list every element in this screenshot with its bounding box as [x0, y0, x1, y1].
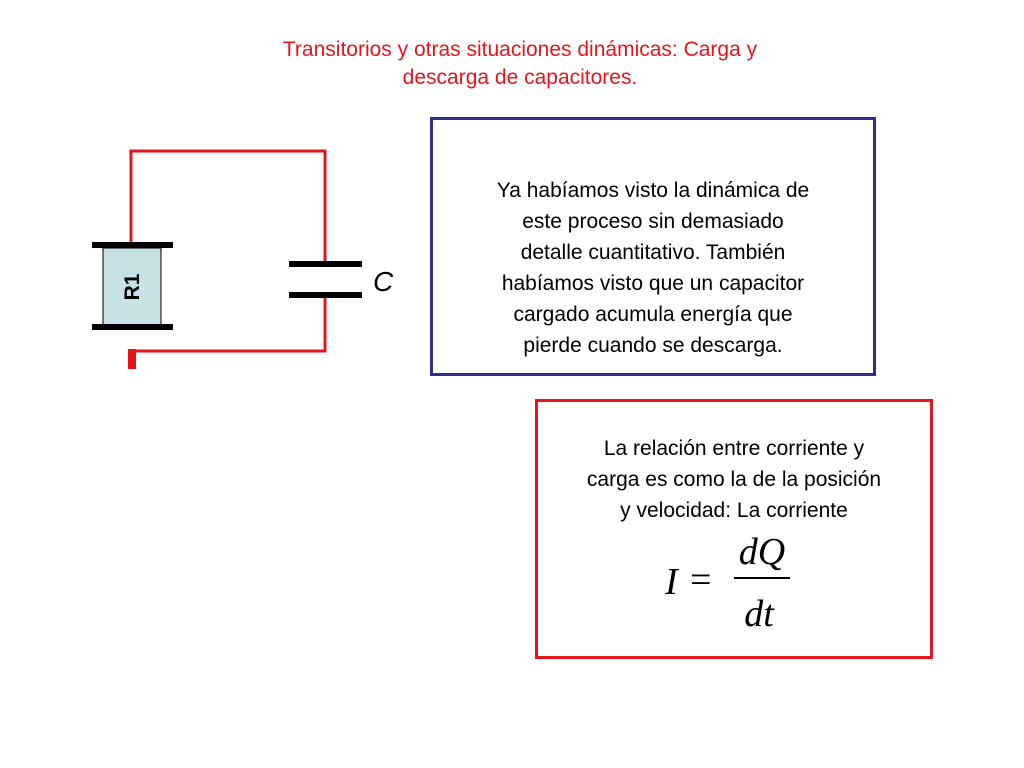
explanation-line: habíamos visto que un capacitor — [501, 272, 805, 295]
slide-title-line-1: Transitorios y otras situaciones dinámicas: Carga y — [282, 38, 758, 61]
formula-numerator: dQ — [738, 531, 786, 573]
relation-line: carga es como la de la posición — [586, 468, 882, 491]
current-relation-box — [535, 399, 933, 659]
explanation-line: detalle cuantitativo. También — [520, 241, 786, 264]
explanation-line: Ya habíamos visto la dinámica de — [496, 179, 810, 202]
explanation-box — [430, 117, 876, 376]
slide-title-line-2: descarga de capacitores. — [402, 66, 638, 89]
explanation-line: este proceso sin demasiado — [522, 210, 784, 233]
explanation-line: cargado acumula energía que — [513, 303, 793, 326]
formula-equals: = — [690, 559, 712, 601]
explanation-text — [433, 175, 873, 361]
open-terminal — [128, 349, 136, 369]
relation-line: La relación entre corriente y — [603, 437, 865, 460]
current-formula — [538, 402, 930, 656]
formula-lhs: I — [665, 561, 678, 603]
formula-denominator: dt — [744, 593, 774, 635]
capacitor-label: C — [373, 266, 394, 297]
resistor-label: R1 — [121, 273, 144, 301]
explanation-line: pierde cuando se descarga. — [523, 334, 783, 357]
relation-line: y velocidad: La corriente — [620, 499, 848, 522]
